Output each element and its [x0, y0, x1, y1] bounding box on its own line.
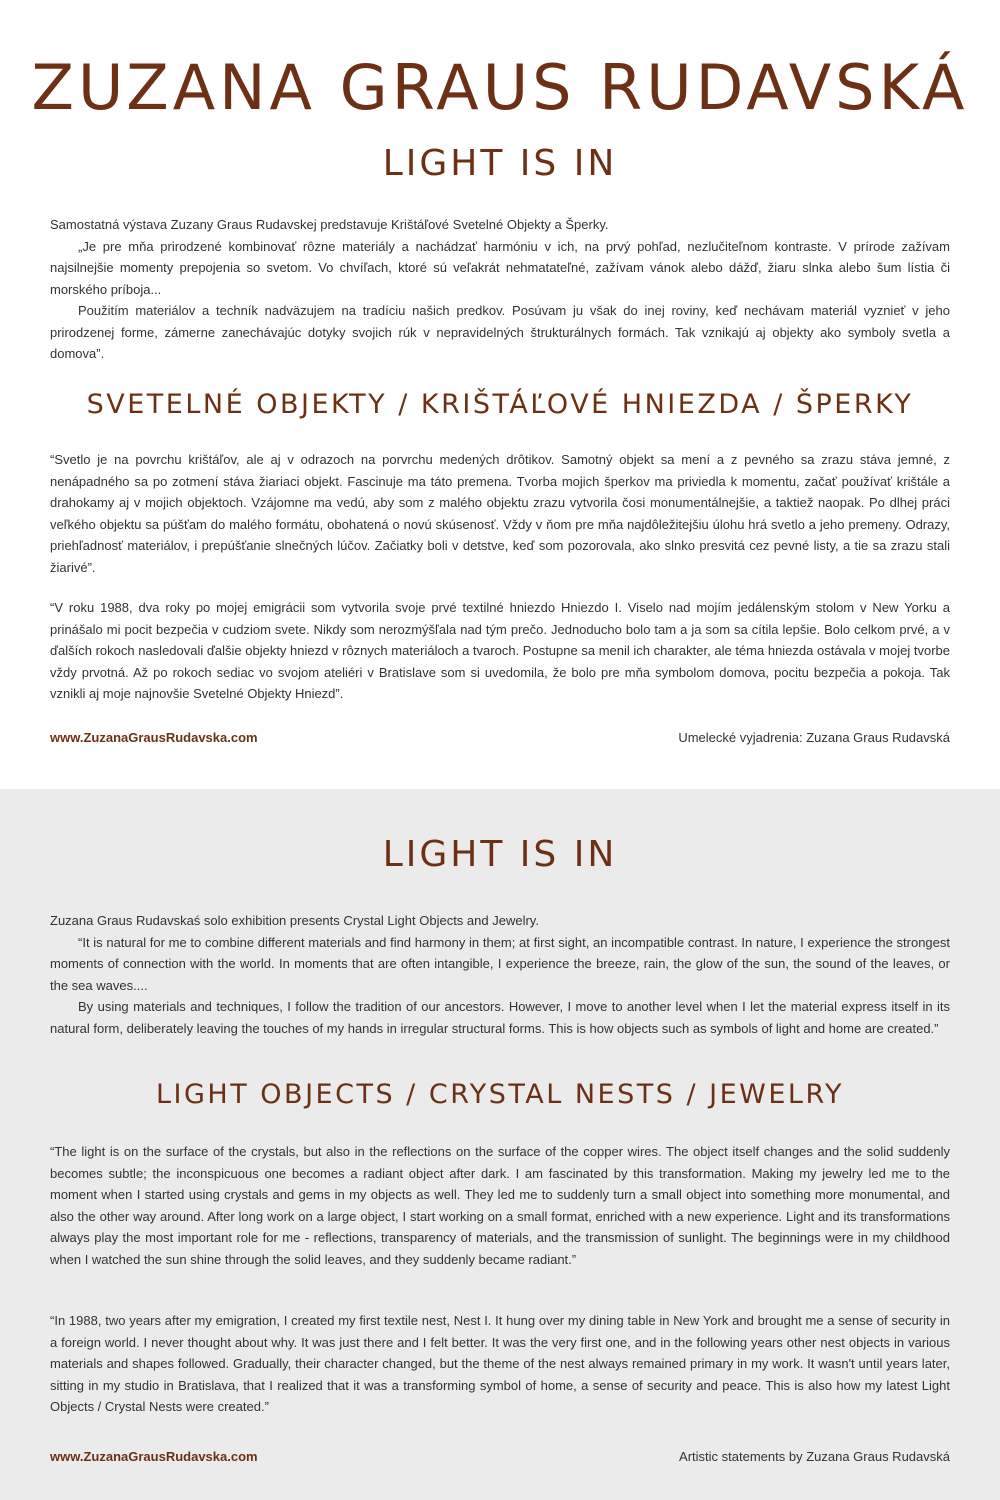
credit-en: Artistic statements by Zuzana Graus Rudavská — [679, 1449, 950, 1464]
english-section — [0, 789, 1000, 1500]
paragraph-light-sk — [50, 449, 950, 578]
website-link-en[interactable]: www.ZuzanaGrausRudavska.com — [50, 1449, 258, 1464]
paragraph-nest-en — [50, 1310, 950, 1418]
paragraph-light-sk-text: “Svetlo je na povrchu krištáľov, ale aj v odrazoch na porvrchu medených drôtikov. Samotný objekt sa mení a z pevného sa zrazu stáva jemné, z nenápadného sa po zotmení stáva žiariaci objekt. Fascinuje ma táto premena. Tvorba mojich šperkov ma priviedla k momentu, začať používať krištále a drahokamy aj v mojich objektoch. Vzájomne ma vedú, aby som z malého objektu zrazu vytvorila čosi monumentálnejšie, a taktiež naopak. Po dlhej práci veľkého objektu sa púšťam do malého formátu, obohatená o novú skúsenosť. Vždy v ňom pre mňa najdôležitejšiu úlohu hrá svetlo a jeho premeny. Odrazy, priehľadnosť materiálov, i prepúšťanie slnečných lúčov. Začiatky boli v detstve, keď som pozorovala, ako slnko presvitá cez pevné listy, a tie sa zrazu stali žiarivé”. — [50, 452, 950, 575]
intro-en-quote: “It is natural for me to combine different materials and find harmony in them; at first sight, an incompatible contrast. In nature, I experience the strongest moments of connection with the world. In moments that are often intangible, I experience the breeze, rain, the glow of the sun, the sound of the leaves, or the sea waves.... — [50, 934, 950, 993]
website-link-sk[interactable]: www.ZuzanaGrausRudavska.com — [50, 730, 258, 745]
intro-sk-quote: „Je pre mňa prirodzené kombinovať rôzne materiály a nachádzať harmóniu v ich, na prvý pohľad, nezlučiteľnom kontraste. V prírode zažívam najsilnejšie momenty prepojenia so svetom. Vo chvíľach, ktoré sú veľakrát nehmatateľné, zažívam vánok alebo dážď, žiaru slnka alebo šum lístia či morského príboja... — [50, 238, 950, 297]
artist-name-title: ZUZANA GRAUS RUDAVSKÁ — [31, 51, 969, 124]
exhibition-title-sk: LIGHT IS IN — [382, 143, 618, 184]
intro-sk-tradition: Použitím materiálov a techník nadväzujem na tradíciu našich predkov. Posúvam ju však do inej roviny, keď nechávam materiál vyznieť v jeho prirodzenej forme, zámerne zanechávajúc dotyky svojich rúk v nepravidelných štrukturálnych formách. Tak vznikajú aj objekty ako symboly svetla a domova”. — [50, 303, 950, 361]
paragraph-nest-sk — [50, 597, 950, 705]
paragraph-nest-en-text: “In 1988, two years after my emigration, I created my first textile nest, Nest I. It hung over my dining table in New York and brought me a sense of security in a foreign world. I never thought about why. It was just there and I felt better. It was the very first one, and in the following years other nest objects in various materials and shapes followed. Gradually, their character changed, but the theme of the nest always remained primary in my work. It wasn't until years later, sitting in my studio in Bratislava, that I realized that it was a transforming symbol of home, a sense of security and peace. This is also how my latest Light Objects / Crystal Nests were created.” — [50, 1313, 950, 1414]
intro-sk-line-1: Samostatná výstava Zuzany Graus Rudavskej predstavuje Krištáľové Svetelné Objekty a Šperky. — [50, 217, 609, 232]
intro-en — [50, 910, 950, 1039]
credit-sk: Umelecké vyjadrenia: Zuzana Graus Rudavská — [678, 730, 950, 745]
paragraph-light-en-text: “The light is on the surface of the crystals, but also in the reflections on the surface of the copper wires. The object itself changes and the solid suddenly becomes subtle; the inconspicuous one becomes a radiant object after dark. I am fascinated by this transformation. Making my jewelry led me to the moment when I started using crystals and gems in my objects as well. They led me to suddenly turn a small object into something more monumental, and also the other way around. After long work on a large object, I start working on a small format, enriched with a new experience. Light and its transformations always play the most important role for me - reflections, transparency of materials, and the transmission of sunlight. The beginnings were in my childhood when I watched the sun shine through the solid leaves, and they suddenly became radiant.” — [50, 1144, 950, 1267]
section-title-sk: SVETELNÉ OBJEKTY / KRIŠTÁĽOVÉ HNIEZDA / ŠPERKY — [86, 389, 914, 420]
exhibition-title-en: LIGHT IS IN — [382, 834, 618, 875]
paragraph-light-en — [50, 1141, 950, 1270]
intro-en-tradition: By using materials and techniques, I follow the tradition of our ancestors. However, I move to another level when I let the material express itself in its natural form, deliberately leaving the touches of my hands in irregular structural forms. This is how objects such as symbols of light and home are created.” — [50, 999, 950, 1036]
section-title-en: LIGHT OBJECTS / CRYSTAL NESTS / JEWELRY — [156, 1079, 844, 1110]
intro-sk — [50, 214, 950, 365]
paragraph-nest-sk-text: “V roku 1988, dva roky po mojej emigrácii som vytvorila svoje prvé textilné hniezdo Hniezdo I. Viselo nad mojím jedálenským stolom v New Yorku a prinášalo mi pocit bezpečia v cudziom svete. Nikdy som nerozmýšľala nad tým prečo. Jednoducho bolo tam a ja som sa cítila lepšie. Bolo celkom prvé, a v ďalších rokoch nasledovali ďalšie objekty hniezd v rôznych materiáloch a tvaroch. Postupne sa menil ich charakter, ale téma hniezda ostávala v mojej tvorbe vždy prvotná. Až po rokoch sediac vo svojom ateliéri v Bratislave som si uvedomila, že bolo pre mňa symbolom domova, pocitu bezpečia a pokoja. Tak vznikli aj moje najnovšie Svetelné Objekty Hniezd”. — [50, 600, 950, 701]
intro-en-line-1: Zuzana Graus Rudavskaś solo exhibition presents Crystal Light Objects and Jewelry. — [50, 913, 539, 928]
